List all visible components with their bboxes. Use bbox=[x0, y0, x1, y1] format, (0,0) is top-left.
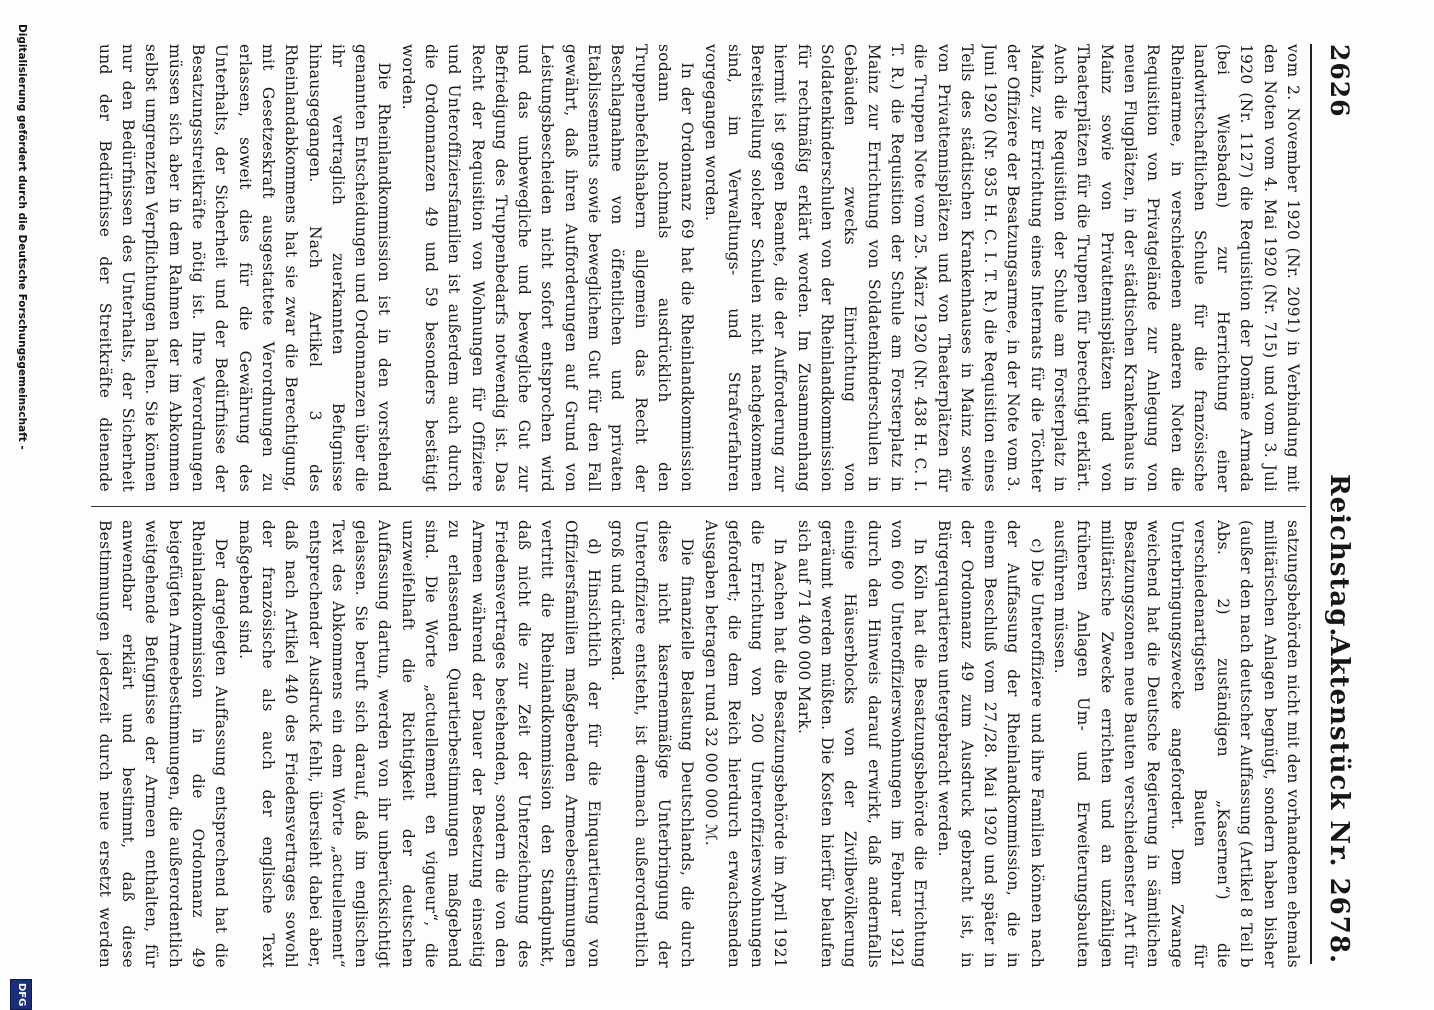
paragraph: In der Ordonnanz 69 hat die Rheinlandkommission sodann nochmals ausdrücklich den Truppenbefehlshabern allgemein das Recht der Beschlagnahme von öffentlichen und privaten Etablissements sowie beweglichem Gut für den Fall gewährt, daß ihren Aufforderungen auf Grund von Leistungsbescheiden nicht sofort entsprochen wird und das unbewegliche und bewegliche Gut zur Befriedigung des Truppenbedarfs notwendig ist. Das Recht der Requisition von Wohnungen für Offiziere und Unteroffiziersfamilien ist außerdem auch durch die Ordonnanzen 49 und 59 besonders bestätigt worden. bbox=[398, 44, 697, 492]
credit-text: Digitalisierung gefördert durch die Deutsche Forschungsgemeinschaft - bbox=[16, 24, 28, 450]
left-text-column bbox=[92, 44, 1304, 492]
right-text-column bbox=[92, 520, 1304, 968]
paragraph: Die finanzielle Belastung Deutschlands, die durch diese nicht kasernenmäßige Unterbringung der Unteroffiziere entsteht, ist demnach außerordentlich groß und drückend. bbox=[608, 520, 697, 968]
paragraph: In Köln hat die Besatzungsbehörde die Errichtung von 600 Unteroffizierswohnungen im Februar 1921 durch den Hinweis darauf erwirkt, daß andernfalls einige Häuserblocks von der Zivilbevölkerung geräumt werden müßten. Die Kosten hierfür belaufen sich auf 71 400 000 Mark. bbox=[794, 520, 930, 968]
paragraph: Die Rheinlandkommission ist in den vorstehend genannten Entscheidungen und Ordonnanzen über die ihr vertraglich zuerkannten Befugnisse hinausgegangen. Nach Artikel 3 des Rheinlandabkommens hat sie zwar die Berechtigung, mit Gesetzeskraft ausgestattete Verordnungen zu erlassen, soweit dies für die Gewährung des Unterhalts, der Sicherheit und der Bedürfnisse der Besatzungsstreitkräfte nötig ist. Ihre Verordnungen müssen sich aber in dem Rahmen der im Abkommen selbst umgrenzten Verpflichtungen halten. Sie können nur den Bedürfnissen des Unterhalts, der Sicherheit und der Bedürfnisse der Streitkräfte dienende bbox=[95, 44, 394, 492]
header-rule bbox=[1310, 44, 1312, 964]
digitization-credit bbox=[6, 24, 28, 1007]
paragraph: In Aachen hat die Besatzungsbehörde im April 1921 die Errichtung von 200 Unteroffizierswohnungen gefordert; die dem Reich hierdurch erwachsenden Ausgaben betragen rund 32 000 000 ℳ. bbox=[701, 520, 790, 968]
paragraph: d) Hinsichtlich der für die Einquartierung von Offiziersfamilien maßgebenden Armeebestimmungen vertritt die Rheinlandkommission den Standpunkt, daß nicht die zur Zeit der Unterzeichnung des Friedensvertrages bestehenden, sondern die von den Armeen während der Dauer der Besetzung einseitig zu erlassenden Quartierbestimmungen maßgebend sind. Die Worte „actuellement en vigueur“, die unzweifelhaft die Richtigkeit der deutschen Auffassung dartun, werden von ihr unberücksichtigt gelassen. Sie beruft sich darauf, daß im englischen Text des Abkommens ein dem Worte „actuellement“ entsprechender Ausdruck fehlt, übersieht dabei aber, daß nach Artikel 440 des Friedensvertrages sowohl der französische als auch der englische Text maßgebend sind. bbox=[235, 520, 604, 968]
page-header bbox=[1314, 44, 1354, 964]
paragraph: c) Die Unteroffiziere und ihre Familien können nach der Auffassung der Rheinlandkommission, die in einem Beschluß vom 27./28. Mai 1920 und später in der Ordonnanz 49 zum Ausdruck gebracht ist, in Bürgerquartieren untergebracht werden. bbox=[934, 520, 1046, 968]
dfg-logo: DFG bbox=[10, 979, 32, 1010]
paragraph: vom 2. November 1920 (Nr. 2091) in Verbindung mit den Noten vom 4. Mai 1920 (Nr. 715) und vom 3. Juli 1920 (Nr. 1127) die Requisition der Domäne Armada (bei Wiesbaden) zur Herrichtung einer landwirtschaftlichen Schule für die französische Rheinarmee, in verschiedenen anderen Noten die Requisition von Privatgelände zur Anlegung von neuen Flugplätzen, in der städtischen Krankenhaus in Mainz sowie von Privattennisplätzen und von Theaterplätzen für die Truppen für berechtigt erklärt. Auch die Requisition der Schule am Forsterplatz in Mainz, zur Errichtung eines Internats für die Töchter der Offiziere der Besatzungsarmee, in der Note vom 3. Juni 1920 (Nr. 935 H. C. I. T. R.) die Requisition eines Teils des städtischen Krankenhauses in Mainz sowie von Privattennisplätzen und von Theaterplätzen für die Truppen Note vom 25. März 1920 (Nr. 438 H. C. I. T. R.) die Requisition der Schule am Forsterplatz in Mainz zur Errichtung von Soldatenkinderschulen in Gebäuden zwecks Einrichtung von Soldatenkinderschulen von der Rheinlandkommission für rechtmäßig erklärt worden. Im Zusammenhang hiermit ist gegen Beamte, die der Aufforderung zur Bereitstellung solcher Schulen nicht nachgekommen sind, im Verwaltungs- und Strafverfahren vorgegangen worden. bbox=[701, 44, 1302, 492]
paragraph: satzungsbehörden nicht mit den vorhandenen ehemals militärischen Anlagen begnügt, sondern haben bisher (außer den nach deutscher Auffassung (Artikel 8 Teil b Abs. 2) zuständigen „Kasernen“) die verschiedenartigsten Bauten für Unterbringungszwecke angefordert. Dem Zwange weichend hat die Deutsche Regierung in sämtlichen Besatzungszonen neue Bauten verschiedenster Art für militärische Zwecke errichten und an unzähligen früheren Anlagen Um- und Erweiterungsbauten ausführen müssen. bbox=[1051, 520, 1302, 968]
document-label: Aktenstück Nr. 2678. bbox=[1324, 635, 1354, 964]
column-divider bbox=[91, 506, 1306, 507]
page-number: 2626 bbox=[1325, 44, 1354, 118]
page-title: Reichstag. bbox=[1324, 474, 1354, 638]
paragraph: Der dargelegten Auffassung entsprechend hat die Rheinlandkommission in die Ordonnanz 49 beigefügten Armeebestimmungen, die außerordentlich weitgehende Befugnisse der Armeen enthalten, für anwendbar erklärt und bestimmt, daß diese Bestimmungen jederzeit durch neue ersetzt werden bbox=[95, 520, 231, 968]
